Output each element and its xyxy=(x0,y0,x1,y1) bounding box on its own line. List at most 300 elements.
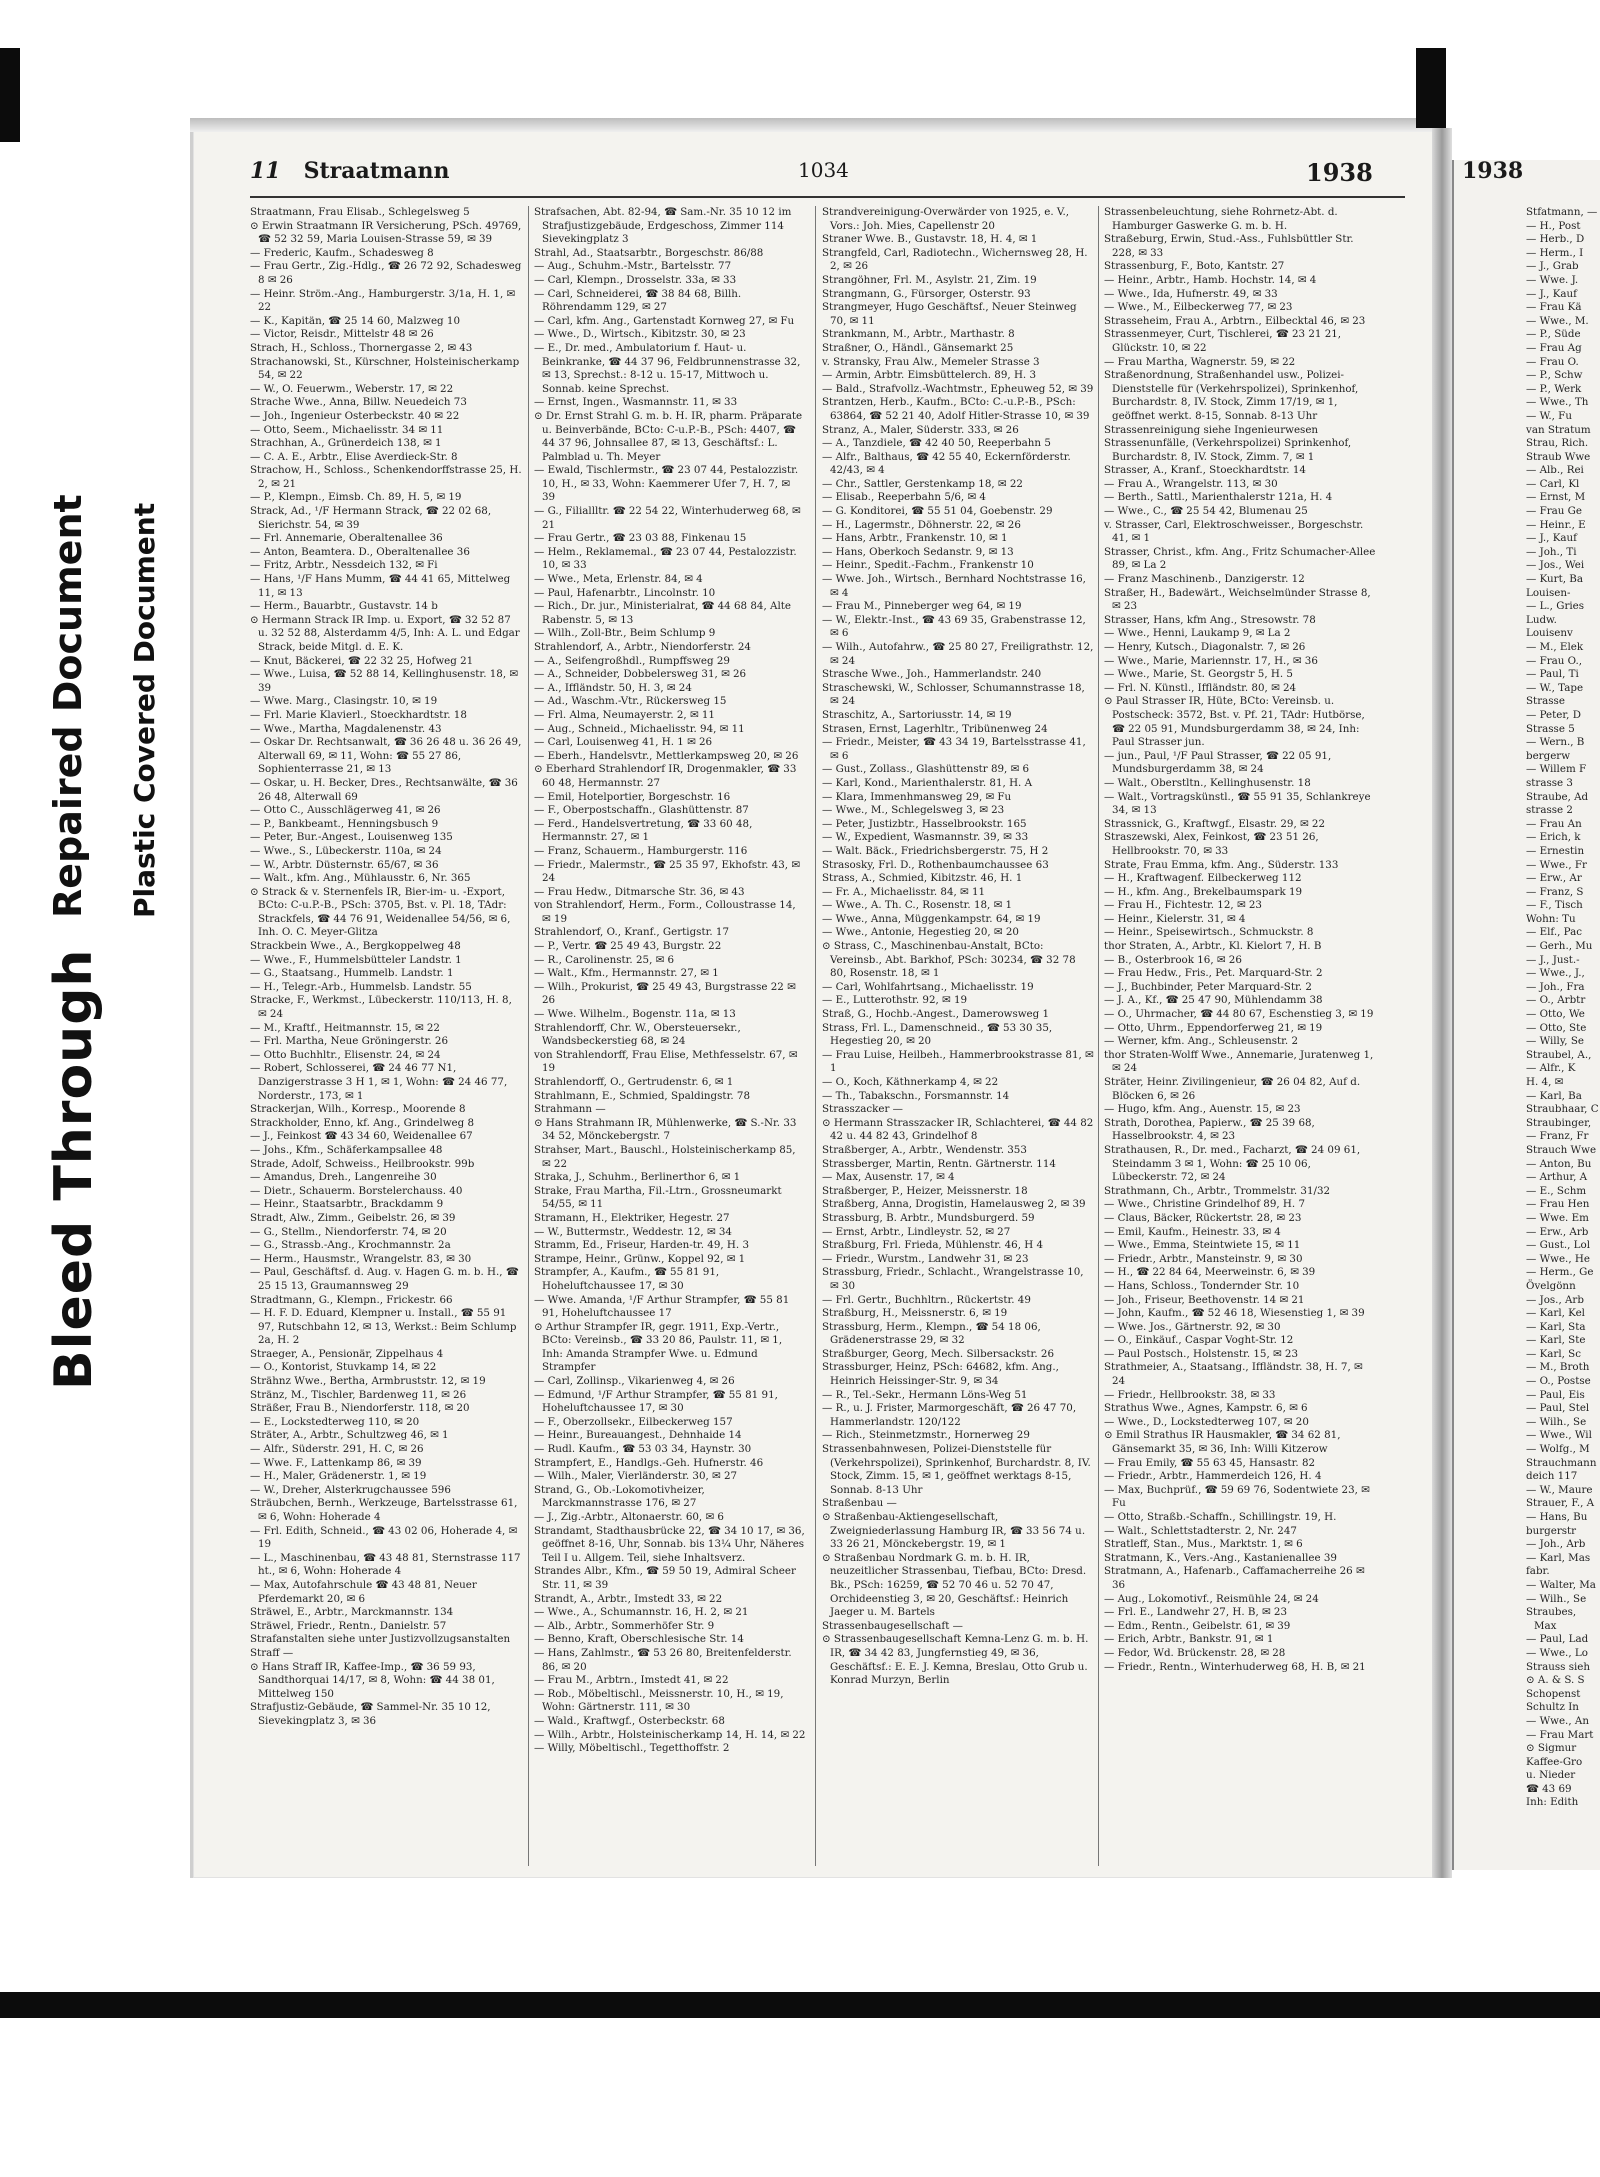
directory-entry: — Chr., Sattler, Gerstenkamp 18, ✉ 22 xyxy=(822,477,1023,490)
directory-entry: — Willy, Se xyxy=(1526,1035,1584,1048)
directory-entry: ⊙ Eberhard Strahlendorf IR, Drogenmakler, ☎ 33 60 48, Hermannstr. 27 xyxy=(534,763,797,789)
directory-entry: — Max, Buchprüf., ☎ 59 69 76, Sodentwiete 23, ✉ Fu xyxy=(1104,1483,1370,1510)
directory-entry: Strasszacker — xyxy=(822,1103,903,1116)
directory-entry: — Heinr., E xyxy=(1526,518,1586,531)
directory-entry: Strau, Rich. xyxy=(1526,437,1589,450)
directory-entry: Strangmeyer, Hugo Geschäftsf., Neuer Steinweg 70, ✉ 11 xyxy=(822,301,1077,327)
directory-entry: — Friedr., Arbtr., Mansteinstr. 9, ✉ 30 xyxy=(1104,1252,1303,1265)
directory-entry: Straß, G., Hochb.-Angest., Damerowsweg 1 xyxy=(822,1008,1050,1021)
directory-entry: Strassburg, Friedr., Schlacht., Wrangelstrasse 10, ✉ 30 xyxy=(822,1266,1084,1292)
directory-entry: Sträubchen, Bernh., Werkzeuge, Bartelsstrasse 61, ✉ 6, Wohn: Hoherade 4 xyxy=(250,1497,518,1523)
directory-entry: — H., ☎ 22 84 64, Meerweinstr. 6, ✉ 39 xyxy=(1104,1266,1316,1279)
directory-entry: Strasche Wwe., Joh., Hammerlandstr. 240 xyxy=(822,668,1042,681)
directory-entry: — R., Carolinenstr. 25, ✉ 6 xyxy=(534,953,675,966)
directory-entry: — Otto Buchhltr., Elisenstr. 24, ✉ 24 xyxy=(250,1048,441,1061)
directory-entry: — Karl, Kel xyxy=(1526,1307,1585,1320)
directory-entry: — Wwe., Antonie, Hegestieg 20, ✉ 20 xyxy=(822,926,1019,939)
directory-entry: — Fr. A., Michaelisstr. 84, ✉ 11 xyxy=(822,885,986,898)
directory-entry: — Frau Ag xyxy=(1526,341,1582,354)
directory-entry: — Alb., Rei xyxy=(1526,464,1584,477)
directory-entry: Straßberger, A., Arbtr., Wendenstr. 353 xyxy=(822,1143,1027,1156)
directory-entry: — Frau M., Pinneberger weg 64, ✉ 19 xyxy=(822,600,1022,613)
directory-entry: — Oskar, u. H. Becker, Dres., Rechtsanwälte, ☎ 36 26 48, Alterwall 69 xyxy=(250,776,518,803)
directory-entry: von Strahlendorf, Herm., Form., Colloustrasse 14, ✉ 19 xyxy=(534,899,796,925)
directory-entry: — F., Oberzollsekr., Eilbeckerweg 157 xyxy=(534,1415,733,1428)
directory-entry: Sträter, A., Arbtr., Schultzweg 46, ✉ 1 xyxy=(250,1429,449,1442)
directory-entry: — F., Oberpostschaffn., Glashüttenstr. 87 xyxy=(534,804,749,817)
directory-entry: — Friedr., Hellbrookstr. 38, ✉ 33 xyxy=(1104,1388,1276,1401)
directory-entry: Strandamt, Stadthausbrücke 22, ☎ 34 10 17, ✉ 36, geöffnet 8-16, Uhr, Sonnab. bis 13¼ Uhr, Näheres Teil I u. Allgem. Teil, siehe Inhaltsverz. xyxy=(534,1524,805,1564)
directory-entry: — O., Postse xyxy=(1526,1375,1591,1388)
directory-entry: — Helm., Reklamemal., ☎ 23 07 44, Pestalozzistr. 10, ✉ 33 xyxy=(534,545,797,572)
directory-entry: Strampfert, E., Handlgs.-Geh. Hufnerstr. 46 xyxy=(534,1456,764,1469)
directory-entry: Strassenbaugesellschaft — xyxy=(822,1619,963,1632)
directory-entry: — Hans, Oberkoch Sedanstr. 9, ✉ 13 xyxy=(822,545,1014,558)
directory-entry: — jun., Paul, ¹/F Paul Strasser, ☎ 22 05 91, Mundsburgerdamm 38, ✉ 24 xyxy=(1104,749,1332,776)
directory-entry: Strandes Albr., Kfm., ☎ 59 50 19, Admiral Scheer Str. 11, ✉ 39 xyxy=(534,1565,796,1591)
directory-entry: — Aug., Lokomotivf., Reismühle 24, ✉ 24 xyxy=(1104,1592,1319,1605)
directory-entry: — Wilh., Maler, Vierländerstr. 30, ✉ 27 xyxy=(534,1470,738,1483)
directory-entry: Strassenreinigung siehe Ingenieurwesen xyxy=(1104,423,1319,436)
directory-entry: — Arthur, A xyxy=(1526,1171,1588,1184)
directory-entry: — Karl, Sc xyxy=(1526,1347,1581,1360)
directory-entry: — W., Expedient, Wasmannstr. 39, ✉ 33 xyxy=(822,831,1029,844)
directory-entry: — Wwe., Wil xyxy=(1526,1429,1592,1442)
directory-entry: — K., Kapitän, ☎ 25 14 60, Malzweg 10 xyxy=(250,314,461,327)
adjacent-page-column xyxy=(1526,206,1600,1866)
directory-entry: — P., Bankbeamt., Henningsbusch 9 xyxy=(250,817,439,830)
running-head-number: 11 xyxy=(250,158,281,184)
directory-entry: — A., Seifengroßhdl., Rumpffsweg 29 xyxy=(534,654,730,667)
directory-entry: — Joh., Ingenieur Osterbeckstr. 40 ✉ 22 xyxy=(250,409,460,422)
directory-entry: — Otto, Straßb.-Schaffn., Schillingstr. 19, H. xyxy=(1104,1511,1337,1523)
directory-entry: — M., Broth xyxy=(1526,1361,1590,1374)
directory-entry: Stradtmann, G., Klempn., Frickestr. 66 xyxy=(250,1293,453,1306)
directory-entry: — Peter, Bur.-Angest., Louisenweg 135 xyxy=(250,831,453,844)
directory-entry: Strand, G., Ob.-Lokomotivheizer, Marckmannstrasse 176, ✉ 27 xyxy=(534,1483,705,1510)
directory-entry: Straff — xyxy=(250,1646,294,1659)
directory-entry: Sträter, Heinr. Zivilingenieur, ☎ 26 04 82, Auf d. Blöcken 6, ✉ 26 xyxy=(1104,1076,1361,1102)
directory-entry: — Hugo, kfm. Ang., Auenstr. 15, ✉ 23 xyxy=(1104,1103,1301,1116)
directory-entry: — Eberh., Handelsvtr., Mettlerkampsweg 20, ✉ 26 xyxy=(534,749,799,762)
directory-entry: Straatmann, Frau Elisab., Schlegelsweg 5 xyxy=(250,206,470,218)
directory-entry: ⊙ Hermann Strack IR Imp. u. Export, ☎ 32 52 87 u. 32 52 88, Alsterdamm 4/5, Inh: A. L. und Edgar Strack, beide Mitgl. d. E. K. xyxy=(250,613,520,653)
directory-entry: — Wald., Kraftwgf., Osterbeckstr. 68 xyxy=(534,1714,725,1727)
directory-entry: Strauchmann xyxy=(1526,1456,1597,1469)
directory-entry: Inh: Edith xyxy=(1526,1796,1579,1809)
running-head-name: Straatmann xyxy=(303,158,450,184)
directory-entry: — J., Kauf xyxy=(1526,532,1577,545)
directory-entry: — Wolfg., M xyxy=(1526,1443,1590,1456)
directory-entry: — Alfr., Süderstr. 291, H. C, ✉ 26 xyxy=(250,1443,424,1456)
directory-entry: — Werner, kfm. Ang., Schleusenstr. 2 xyxy=(1104,1035,1299,1048)
directory-entry: Strass, A., Schmied, Kibitzstr. 46, H. 1 xyxy=(822,872,1023,885)
directory-entry: — O., Kontorist, Stuvkamp 14, ✉ 22 xyxy=(250,1361,437,1374)
directory-entry: strasse 3 xyxy=(1526,776,1573,789)
directory-entry: — H., Telegr.-Arb., Hummelsb. Landstr. 55 xyxy=(250,980,472,993)
directory-entry: Wohn: Tu xyxy=(1526,912,1576,925)
directory-entry: — Wwe., He xyxy=(1526,1252,1590,1265)
directory-entry: Strack, Ad., ¹/F Hermann Strack, ☎ 22 02 68, Sierichstr. 54, ✉ 39 xyxy=(250,505,492,531)
directory-entry: — Alb., Arbtr., Sommerhöfer Str. 9 xyxy=(534,1619,715,1632)
directory-entry: — R., u. J. Frister, Marmorgeschäft, ☎ 26 47 70, Hammerlandstr. 120/122 xyxy=(822,1402,1077,1428)
directory-entry: — Wwe., Marie, St. Georgstr 5, H. 5 xyxy=(1104,668,1293,681)
directory-entry: Strasse 5 xyxy=(1526,722,1575,735)
directory-entry: — Frau Ge xyxy=(1526,505,1582,518)
directory-entry: — Willy, Möbeltischl., Tegetthoffstr. 2 xyxy=(534,1742,730,1755)
directory-entry: — Berth., Sattl., Marienthalerstr 121a, H. 4 xyxy=(1104,491,1333,504)
directory-entry: ⊙ A. & S. S xyxy=(1526,1674,1585,1687)
directory-entry: Straßburg, Frl. Frieda, Mühlenstr. 46, H 4 xyxy=(822,1239,1044,1252)
directory-entry: — Franz, S xyxy=(1526,885,1584,898)
directory-entry: Strachow, H., Schloss., Schenkendorffstrasse 25, H. 2, ✉ 21 xyxy=(250,464,522,490)
directory-entry: — Heinr., Staatsarbtr., Brackdamm 9 xyxy=(250,1198,444,1211)
directory-entry: — Wwe., M., Schlegelsweg 3, ✉ 23 xyxy=(822,804,1005,817)
directory-entry: Straeger, A., Pensionär, Zippelhaus 4 xyxy=(250,1347,444,1360)
directory-entry: ⊙ Sigmur xyxy=(1526,1742,1577,1755)
directory-entry: Strachhan, A., Grünerdeich 138, ✉ 1 xyxy=(250,437,442,450)
directory-entry: — H., Post xyxy=(1526,219,1581,232)
directory-entry: — Frl. E., Landwehr 27, H. B, ✉ 23 xyxy=(1104,1606,1288,1619)
directory-entry: — Rich., Dr. jur., Ministerialrat, ☎ 44 68 84, Alte Rabenstr. 5, ✉ 13 xyxy=(534,600,791,626)
directory-entry: — Willem F xyxy=(1526,763,1587,776)
directory-entry: — Walt., kfm. Ang., Mühlausstr. 6, Nr. 365 xyxy=(250,872,471,885)
directory-entry: — Walt., Vortragskünstl., ☎ 55 91 35, Schlankreye 34, ✉ 13 xyxy=(1104,790,1371,817)
directory-entry: Straßburg, H., Meissnerstr. 6, ✉ 19 xyxy=(822,1307,1008,1320)
directory-entry: — Alfr., Balthaus, ☎ 42 55 40, Eckernförderstr. 42/43, ✉ 4 xyxy=(822,450,1071,477)
directory-entry: Strasseheim, Frau A., Arbtrn., Eilbecktal 46, ✉ 23 xyxy=(1104,314,1366,327)
directory-entry: Strauss sieh xyxy=(1526,1660,1591,1673)
directory-entry: deich 117 xyxy=(1526,1470,1578,1483)
directory-entry: — Wwe., Henni, Laukamp 9, ✉ La 2 xyxy=(1104,627,1291,640)
directory-entry: Strangöhner, Frl. M., Asylstr. 21, Zim. 19 xyxy=(822,273,1037,286)
directory-entry: fabr. xyxy=(1526,1565,1550,1578)
directory-entry: — Frau Hedw., Ditmarsche Str. 36, ✉ 43 xyxy=(534,885,745,898)
directory-entry: ⊙ Emil Strathus IR Hausmakler, ☎ 34 62 81, Gänsemarkt 35, ✉ 36, Inh: Willi Kitzerow xyxy=(1104,1429,1341,1456)
directory-entry: — Paul, Eis xyxy=(1526,1388,1585,1401)
directory-entry: — Heinr., Speisewirtsch., Schmuckstr. 8 xyxy=(1104,926,1314,939)
directory-entry: — Frederic, Kaufm., Schadesweg 8 xyxy=(250,246,434,259)
directory-entry: — P., Vertr. ☎ 25 49 43, Burgstr. 22 xyxy=(534,940,722,953)
directory-entry: — Frl. Alma, Neumayerstr. 2, ✉ 11 xyxy=(534,708,715,721)
directory-entry: — Max, Ausenstr. 17, ✉ 4 xyxy=(822,1171,955,1184)
directory-entry: — Elisab., Reeperbahn 5/6, ✉ 4 xyxy=(822,491,986,504)
directory-entry: — Wwe., D., Wirtsch., Kibitzstr. 30, ✉ 23 xyxy=(534,328,746,341)
directory-entry: Strasse xyxy=(1526,695,1565,708)
directory-entry: — Wilh., Prokurist, ☎ 25 49 43, Burgstrasse 22 ✉ 26 xyxy=(534,980,796,1007)
directory-entry: Strantzen, Herb., Kaufm., BCto: C.-u.P.-B., PSch: 63864, ☎ 52 21 40, Adolf Hitler-Strasse 10, ✉ 39 xyxy=(822,396,1090,422)
directory-entry: Straschitz, A., Sartoriusstr. 14, ✉ 19 xyxy=(822,708,1012,721)
directory-entry: — Frau H., Fichtestr. 12, ✉ 23 xyxy=(1104,899,1262,912)
directory-entry: — W., Maure xyxy=(1526,1483,1593,1496)
directory-entry: — Frau Hen xyxy=(1526,1198,1590,1211)
directory-entry: — H., Maler, Grädenerstr. 1, ✉ 19 xyxy=(250,1470,427,1483)
directory-entry: Strache Wwe., Anna, Billw. Neuedeich 73 xyxy=(250,396,467,409)
header-rule xyxy=(250,196,1405,198)
directory-entry: Strassburger, Heinz, PSch: 64682, kfm. Ang., Heinrich Heissinger-Str. 9, ✉ 34 xyxy=(822,1361,1059,1388)
directory-entry: Ludw. xyxy=(1526,613,1557,626)
directory-entry: Strandt, A., Arbtr., Imstedt 33, ✉ 22 xyxy=(534,1592,723,1605)
directory-entry: — Karl, Mas xyxy=(1526,1551,1591,1564)
directory-entry: Stratmann, A., Hafenarb., Caffamacherreihe 26 ✉ 36 xyxy=(1104,1565,1365,1591)
directory-entry: — Th., Tabakschn., Forsmannstr. 14 xyxy=(822,1089,1010,1102)
directory-entry: — J., Just.- xyxy=(1526,953,1580,966)
directory-entry: Kaffee-Gro xyxy=(1526,1755,1583,1768)
directory-entry: — Rich., Steinmetzmstr., Hornerweg 29 xyxy=(822,1429,1030,1442)
directory-entry: — Aug., Schneid., Michaelisstr. 94, ✉ 11 xyxy=(534,722,745,735)
directory-entry: — Ad., Waschm.-Vtr., Rückersweg 15 xyxy=(534,695,727,708)
directory-entry: — Jos., Arb xyxy=(1526,1293,1584,1306)
directory-entry: — Frl. Marie Klavierl., Stoeckhardtstr. 18 xyxy=(250,708,467,721)
directory-entry: ⊙ Strassenbaugesellschaft Kemna-Lenz G. m. b. H. IR, ☎ 34 42 83, Jungfernstieg 49, ✉ 36, Geschäftsf.: E. E. J. Kemna, Breslau, Otto Grub u. Konrad Murzyn, Berlin xyxy=(822,1633,1089,1687)
directory-entry: — Walt., Oberstltn., Kellinghusenstr. 18 xyxy=(1104,776,1311,789)
bleed-through-label: Bleed Through xyxy=(44,948,104,1390)
directory-entry: — M., Kraftf., Heitmannstr. 15, ✉ 22 xyxy=(250,1021,440,1034)
directory-entry: — John, Kaufm., ☎ 52 46 18, Wiesenstieg 1, ✉ 39 xyxy=(1104,1307,1365,1320)
directory-entry: Sträwel, E., Arbtr., Marckmannstr. 134 xyxy=(250,1606,454,1619)
directory-entry: — Frau Hedw., Fris., Pet. Marquard-Str. 2 xyxy=(1104,967,1323,980)
directory-entry: thor Straten, A., Arbtr., Kl. Kielort 7, H. B xyxy=(1104,940,1322,953)
directory-entry: Strackerjan, Wilh., Korresp., Moorende 8 xyxy=(250,1103,466,1116)
directory-entry: — Klara, Immenhmansweg 29, ✉ Fu xyxy=(822,790,1012,803)
directory-entry: — Heinr., Kielerstr. 31, ✉ 4 xyxy=(1104,912,1246,925)
directory-entry: — Erw., Ar xyxy=(1526,872,1582,885)
directory-entry: ⊙ Dr. Ernst Strahl G. m. b. H. IR, pharm. Präparate u. Beinverbände, BCto: C-u.P.-B., PSch: 4407, ☎ 44 37 96, Johnsallee 87, ✉ 13, Geschäftsf.: L. Palmblad u. Th. Meyer xyxy=(534,409,803,463)
directory-entry: — Heinr., Arbtr., Hamb. Hochstr. 14, ✉ 4 xyxy=(1104,273,1317,286)
directory-entry: — Wilh., Arbtr., Holsteinischerkamp 14, H. 14, ✉ 22 xyxy=(534,1728,806,1741)
directory-entry: — Wwe. Em xyxy=(1526,1211,1589,1224)
directory-entry: — P., Schw xyxy=(1526,369,1583,382)
directory-entry: — Henry, Kutsch., Diagonalstr. 7, ✉ 26 xyxy=(1104,641,1306,653)
directory-entry: — Aug., Schuhm.-Mstr., Bartelsstr. 77 xyxy=(534,260,732,273)
directory-entry: — Wwe., Anna, Müggenkampstr. 64, ✉ 19 xyxy=(822,912,1041,925)
directory-entry: — Wwe., Martha, Magdalenenstr. 43 xyxy=(250,722,442,735)
directory-entry: — R., Tel.-Sekr., Hermann Löns-Weg 51 xyxy=(822,1388,1028,1401)
directory-entry: — Frau A., Wrangelstr. 113, ✉ 30 xyxy=(1104,477,1278,490)
directory-entry: — Frl. N. Künstl., Iffländstr. 80, ✉ 24 xyxy=(1104,681,1297,694)
directory-entry: — Ferd., Handelsvertretung, ☎ 33 60 48, Hermannstr. 27, ✉ 1 xyxy=(534,817,753,844)
directory-entry: — Herm., I xyxy=(1526,246,1584,259)
directory-entry: Straßner, O., Händl., Gänsemarkt 25 xyxy=(822,341,1014,354)
directory-entry: Strafanstalten siehe unter Justizvollzugsanstalten xyxy=(250,1633,511,1646)
directory-entry: — Carl, Kl xyxy=(1526,477,1580,490)
directory-entry: — W., Arbtr. Düsternstr. 65/67, ✉ 36 xyxy=(250,858,439,871)
directory-entry: — Wwe. J. xyxy=(1526,273,1579,286)
directory-entry: — Wwe. Marg., Clasingstr. 10, ✉ 19 xyxy=(250,695,438,708)
directory-entry: Strahmann — xyxy=(534,1103,606,1116)
directory-entry: — Carl, Louisenweg 41, H. 1 ✉ 26 xyxy=(534,736,713,749)
scan-border-left xyxy=(0,48,20,142)
directory-entry: — Herm., Bauarbtr., Gustavstr. 14 b xyxy=(250,600,438,613)
directory-entry: thor Straten-Wolff Wwe., Annemarie, Juratenweg 1, ✉ 24 xyxy=(1104,1048,1374,1075)
directory-entry: — Ernst, M xyxy=(1526,491,1586,504)
directory-entry: — O., Arbtr xyxy=(1526,994,1586,1007)
directory-entry: — P., Süde xyxy=(1526,328,1581,341)
directory-entry: ⊙ Strass, C., Maschinenbau-Anstalt, BCto: Vereinsb., Abt. Barkhof, PSch: 30234, ☎ 32 78 80, Rosenstr. 18, ✉ 1 xyxy=(822,940,1076,980)
directory-entry: Strauer, F., A xyxy=(1526,1497,1595,1510)
directory-entry: — Wwe., C., ☎ 25 54 42, Blumenau 25 xyxy=(1104,505,1308,518)
directory-entry: Strate, Frau Emma, kfm. Ang., Süderstr. 133 xyxy=(1104,858,1339,871)
directory-entry: Strafjustiz-Gebäude, ☎ Sammel-Nr. 35 10 12, Sievekingplatz 3, ✉ 36 xyxy=(250,1701,491,1727)
directory-entry: — Victor, Reisdr., Mittelstr 48 ✉ 26 xyxy=(250,328,434,341)
directory-entry: — Wilh., Autofahrw., ☎ 25 80 27, Freiligrathstr. 12, ✉ 24 xyxy=(822,641,1094,667)
directory-entry: — Carl, kfm. Ang., Gartenstadt Kornweg 27, ✉ Fu xyxy=(534,314,795,327)
directory-entry: — Joh., Ti xyxy=(1526,545,1577,558)
directory-entry: van Stratum xyxy=(1526,423,1591,436)
directory-entry: — Otto, Uhrm., Eppendorferweg 21, ✉ 19 xyxy=(1104,1021,1323,1034)
directory-entry: Schopenst xyxy=(1526,1687,1581,1700)
directory-entry: — G., Staatsang., Hummelb. Landstr. 1 xyxy=(250,967,454,980)
scan-border-right xyxy=(1416,48,1446,128)
directory-entry: — Frau M., Arbtrn., Imstedt 41, ✉ 22 xyxy=(534,1674,729,1687)
directory-entry: — O., Einkäuf., Caspar Voght-Str. 12 xyxy=(1104,1334,1294,1347)
directory-entry: — Herb., D xyxy=(1526,233,1585,246)
directory-entry: — Karl, Ste xyxy=(1526,1334,1586,1347)
directory-entry: Strankmann, M., Arbtr., Marthastr. 8 xyxy=(822,328,1015,341)
directory-entry: Strassenbeleuchtung, siehe Rohrnetz-Abt. d. Hamburger Gaswerke G. m. b. H. xyxy=(1104,206,1338,232)
directory-entry: Straszewski, Alex, Feinkost, ☎ 23 51 26, Hellbrookstr. 70, ✉ 33 xyxy=(1104,831,1319,857)
column-3 xyxy=(822,206,1094,1876)
directory-entry: — Ernst, Ingen., Wasmannstr. 11, ✉ 33 xyxy=(534,396,738,409)
directory-entry: — J., Buchbinder, Peter Marquard-Str. 2 xyxy=(1104,980,1312,993)
directory-entry: — Otto C., Ausschlägerweg 41, ✉ 26 xyxy=(250,804,441,817)
directory-entry: Strathus Wwe., Agnes, Kampstr. 6, ✉ 6 xyxy=(1104,1402,1308,1415)
directory-entry: — Otto, Ste xyxy=(1526,1021,1587,1034)
column-divider xyxy=(815,206,816,1866)
directory-entry: Strath, Dorothea, Papierw., ☎ 25 39 68, Hasselbrookstr. 4, ✉ 23 xyxy=(1104,1116,1315,1143)
directory-entry: — Erich, k xyxy=(1526,831,1581,844)
directory-entry: Strahlendorf, O., Kranf., Gertigstr. 17 xyxy=(534,926,730,939)
directory-entry: Strassnick, G., Kraftwgf., Elsastr. 29, ✉ 22 xyxy=(1104,817,1325,830)
directory-entry: Strandvereinigung-Overwärder von 1925, e. V., Vors.: Joh. Mies, Capellenstr 20 xyxy=(822,206,1070,232)
directory-entry: — Hans, Bu xyxy=(1526,1511,1588,1523)
directory-entry: Straube, Ad xyxy=(1526,790,1589,803)
directory-entry: Straßenordnung, Straßenhandel usw., Polizei-Dienststelle für (Verkehrspolizei), Sprinkenhof, Burchardstr. 8, IV. Stock, Zimm 17/19, ✉ 1, geöffnet werkt. 8-15, Sonnab. 8-13 Uhr xyxy=(1104,369,1359,422)
directory-entry: — J., Grab xyxy=(1526,260,1579,273)
plastic-covered-label: Plastic Covered Document xyxy=(128,502,161,918)
directory-entry: Strampe, Heinr., Grünw., Koppel 92, ✉ 1 xyxy=(534,1252,746,1265)
directory-entry: — A., Iffländstr. 50, H. 3, ✉ 24 xyxy=(534,681,692,694)
directory-entry: — Benno, Kraft, Oberschlesische Str. 14 xyxy=(534,1633,744,1646)
directory-entry: — Armin, Arbtr. Eimsbüttelerch. 89, H. 3 xyxy=(822,369,1037,382)
directory-entry: — Franz Maschinenb., Danzigerstr. 12 xyxy=(1104,573,1305,586)
directory-entry: Straßenbau — xyxy=(822,1497,897,1510)
page-top-shadow xyxy=(190,118,1432,132)
directory-entry: Straßberg, Anna, Drogistin, Hamelausweg 2, ✉ 39 xyxy=(822,1198,1086,1211)
directory-entry: — A., Schneider, Dobbelersweg 31, ✉ 26 xyxy=(534,668,747,681)
directory-entry: bergerw xyxy=(1526,749,1571,762)
directory-entry: Straßer, H., Badewärt., Weichselmünder Strasse 8, ✉ 23 xyxy=(1104,586,1371,613)
directory-entry: Strade, Adolf, Schweiss., Heilbrookstr. 99b xyxy=(250,1157,475,1170)
directory-entry: — Frau Gertr., ☎ 23 03 88, Finkenau 15 xyxy=(534,532,747,545)
directory-entry: Straub Wwe xyxy=(1526,450,1591,463)
directory-entry: — Wwe., Ida, Hufnerstr. 49, ✉ 33 xyxy=(1104,287,1278,300)
directory-entry: — J., Feinkost ☎ 43 34 60, Weidenallee 67 xyxy=(250,1130,473,1143)
directory-entry: — Wilh., Zoll-Btr., Beim Schlump 9 xyxy=(534,627,716,640)
directory-entry: — J., Kauf xyxy=(1526,287,1577,300)
directory-entry: — H. F. D. Eduard, Klempner u. Install., ☎ 55 91 97, Rutschbahn 12, ✉ 13, Werkst.: Beim Schlump 2a, H. 2 xyxy=(250,1307,517,1347)
directory-entry: ☎ 43 69 xyxy=(1526,1782,1572,1795)
directory-entry: Strackholder, Enno, kf. Ang., Grindelweg 8 xyxy=(250,1116,475,1129)
directory-entry: — Hans, Zahlmstr., ☎ 53 26 80, Breitenfelderstr. 86, ✉ 20 xyxy=(534,1646,792,1673)
directory-entry: Strähnz Wwe., Bertha, Armbruststr. 12, ✉ 19 xyxy=(250,1375,486,1388)
directory-entry: — W., Dreher, Alsterkrugchaussee 596 xyxy=(250,1483,451,1496)
directory-entry: — Friedr., Malermstr., ☎ 25 35 97, Ekhofstr. 43, ✉ 24 xyxy=(534,858,800,885)
directory-entry: Stracke, F., Werkmst., Lübeckerstr. 110/113, H. 8, ✉ 24 xyxy=(250,994,512,1021)
directory-entry: Strathmeier, A., Staatsang., Iffländstr. 38, H. 7, ✉ 24 xyxy=(1104,1361,1363,1388)
directory-entry: — O., Koch, Käthnerkamp 4, ✉ 22 xyxy=(822,1076,999,1088)
directory-entry: — Otto, We xyxy=(1526,1008,1585,1021)
directory-entry: — Karl, Kond., Marienthalerstr. 81, H. A xyxy=(822,776,1033,789)
directory-entry: — Johs., Kfm., Schäferkampsallee 48 xyxy=(250,1143,443,1156)
column-1 xyxy=(250,206,522,1876)
directory-entry: — Frau An xyxy=(1526,817,1582,830)
book-gutter xyxy=(1432,128,1452,1878)
directory-entry: — W., Buttermstr., Weddestr. 12, ✉ 34 xyxy=(534,1225,732,1238)
directory-entry: — Max, Autofahrschule ☎ 43 48 81, Neuer Pferdemarkt 20, ✉ 6 xyxy=(250,1578,477,1605)
directory-entry: — Karl, Sta xyxy=(1526,1320,1586,1333)
directory-entry: Strasen, Ernst, Lagerhltr., Tribünenweg 24 xyxy=(822,722,1048,735)
directory-entry: — Paul Postsch., Holstenstr. 15, ✉ 23 xyxy=(1104,1347,1299,1360)
directory-entry: v. Strasser, Carl, Elektroschweisser., Borgeschstr. 41, ✉ 1 xyxy=(1104,518,1364,545)
directory-entry: — Knut, Bäckerei, ☎ 22 32 25, Hofweg 21 xyxy=(250,654,474,667)
directory-entry: ⊙ Arthur Strampfer IR, gegr. 1911, Exp.-Vertr., BCto: Vereinsb., ☎ 33 20 86, Paulstr. 11, ✉ 1, Inh: Amanda Strampfer Wwe. u. Edmund Strampfer xyxy=(534,1320,783,1374)
directory-entry: — Wwe., Fr xyxy=(1526,858,1587,871)
directory-entry: — B., Osterbrook 16, ✉ 26 xyxy=(1104,953,1242,966)
directory-entry: — Franz, Schauerm., Hamburgerstr. 116 xyxy=(534,844,748,857)
directory-entry: — Wwe. Joh., Wirtsch., Bernhard Nochtstrasse 16, ✉ 4 xyxy=(822,573,1086,599)
directory-entry: Strassenbahnwesen, Polizei-Dienststelle für (Verkehrspolizei), Sprinkenhof, Burchardstr. 8, IV. Stock, Zimm. 15, ✉ 1, geöffnet werktags 8-15, Sonnab. 8-13 Uhr xyxy=(822,1443,1091,1496)
directory-entry: — Franz, Fr xyxy=(1526,1130,1589,1143)
directory-entry: — Peter, Justizbtr., Hasselbrookstr. 165 xyxy=(822,817,1027,830)
directory-entry: — Hans, Schloss., Tondernder Str. 10 xyxy=(1104,1279,1300,1292)
directory-entry: — Frau Luise, Heilbeh., Hammerbrookstrasse 81, ✉ 1 xyxy=(822,1048,1094,1075)
directory-entry: — Wwe., Emma, Steintwiete 15, ✉ 11 xyxy=(1104,1239,1301,1252)
directory-entry: — Frau Mart xyxy=(1526,1728,1594,1741)
directory-entry: Strahlendorff, O., Gertrudenstr. 6, ✉ 1 xyxy=(534,1076,734,1088)
directory-entry: Straßeburg, Erwin, Stud.-Ass., Fuhlsbüttler Str. 228, ✉ 33 xyxy=(1104,233,1354,259)
directory-entry: — Karl, Ba xyxy=(1526,1089,1582,1102)
directory-entry: Strauch Wwe xyxy=(1526,1143,1597,1156)
directory-entry: Straner Wwe. B., Gustavstr. 18, H. 4, ✉ 1 xyxy=(822,233,1038,246)
directory-entry: — L., Gries xyxy=(1526,600,1585,613)
directory-entry: — A., Tanzdiele, ☎ 42 40 50, Reeperbahn 5 xyxy=(822,437,1051,450)
directory-entry: — E., Lutterothstr. 92, ✉ 19 xyxy=(822,994,968,1007)
directory-entry: — J., Zig.-Arbtr., Altonaerstr. 60, ✉ 6 xyxy=(534,1511,724,1523)
directory-entry: — Fritz, Arbtr., Nessdeich 132, ✉ Fi xyxy=(250,559,438,572)
repaired-document-label: Repaired Document xyxy=(46,494,90,918)
directory-entry: — Oskar Dr. Rechtsanwalt, ☎ 36 26 48 u. 36 26 49, Alterwall 69, ✉ 11, Wohn: ☎ 55 27 86, Sophienterrasse 21, ✉ 13 xyxy=(250,736,522,776)
directory-entry: Strafsachen, Abt. 82-94, ☎ Sam.-Nr. 35 10 12 im Strafjustizgebäude, Erdgeschoss, Zimmer 114 Sievekingplatz 3 xyxy=(534,206,792,246)
directory-entry: — H., Lagermstr., Döhnerstr. 22, ✉ 26 xyxy=(822,518,1021,531)
directory-entry: — Otto, Seem., Michaelisstr. 34 ✉ 11 xyxy=(250,423,444,436)
directory-entry: — Joh., Arb xyxy=(1526,1538,1586,1551)
directory-entry: — Hans, Arbtr., Frankenstr. 10, ✉ 1 xyxy=(822,532,1008,545)
directory-entry: — Frau Gertr., Zig.-Hdlg., ☎ 26 72 92, Schadesweg 8 ✉ 26 xyxy=(250,260,522,286)
directory-entry: — Jos., Wei xyxy=(1526,559,1585,572)
directory-entry: — Heinr. Ström.-Ang., Hamburgerstr. 3/1a, H. 1, ✉ 22 xyxy=(250,287,516,314)
directory-entry: — Frau Martha, Wagnerstr. 59, ✉ 22 xyxy=(1104,355,1296,368)
directory-entry: — Hans, ¹/F Hans Mumm, ☎ 44 41 65, Mittelweg 11, ✉ 13 xyxy=(250,573,511,599)
directory-entry: Louisenv xyxy=(1526,627,1573,640)
directory-entry: — Carl, Klempn., Drosselstr. 33a, ✉ 33 xyxy=(534,273,737,286)
directory-entry: Straßburger, Georg, Mech. Silbersackstr. 26 xyxy=(822,1347,1054,1360)
directory-entry: Strach, H., Schloss., Thornergasse 2, ✉ 43 xyxy=(250,341,473,354)
directory-entry: Stramann, H., Elektriker, Hegestr. 27 xyxy=(534,1211,730,1224)
directory-entry: — Frl. Martha, Neue Gröningerstr. 26 xyxy=(250,1035,449,1048)
directory-entry: — Frau O. xyxy=(1526,355,1579,368)
directory-entry: Schultz In xyxy=(1526,1701,1579,1714)
